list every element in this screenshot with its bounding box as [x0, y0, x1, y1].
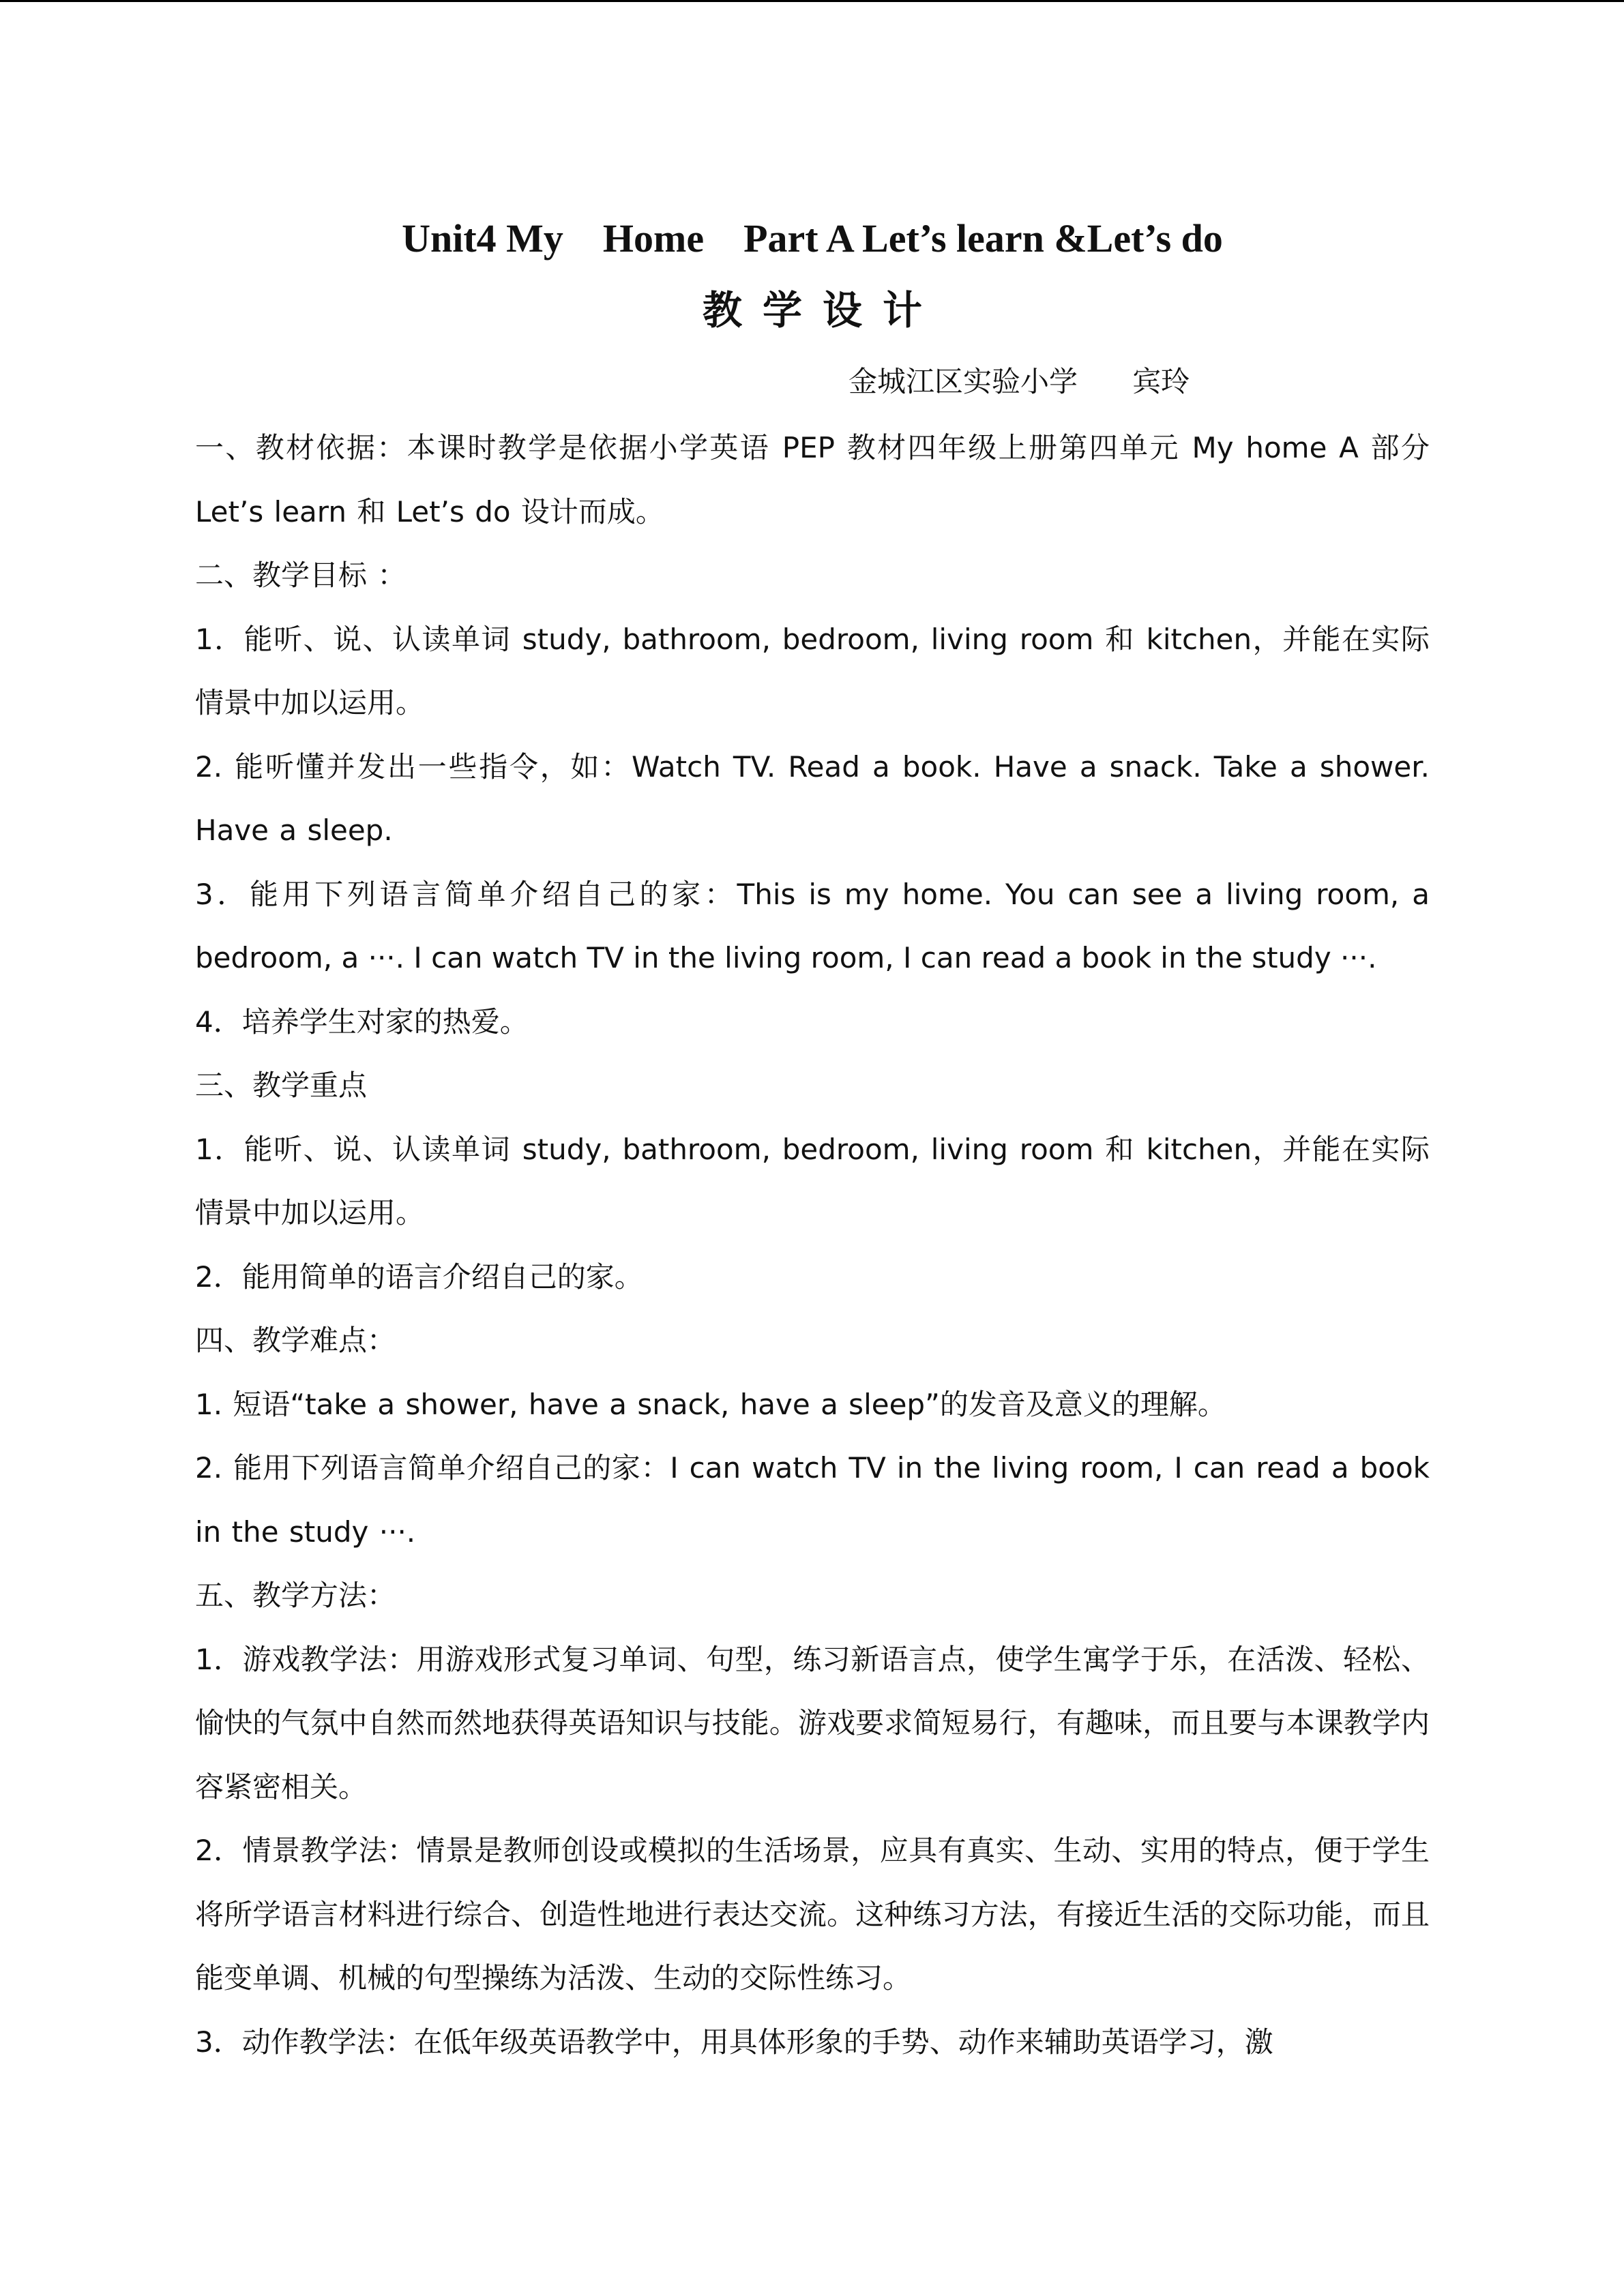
top-border-line [0, 0, 1624, 2]
objective-1: 1．能听、说、认读单词 study, bathroom, bedroom, living room 和 kitchen，并能在实际情景中加以运用。 [195, 622, 1430, 719]
key-point-1: 1．能听、说、认读单词 study, bathroom, bedroom, living room 和 kitchen，并能在实际情景中加以运用。 [195, 1132, 1430, 1229]
objective-2: 2. 能听懂并发出一些指令，如：Watch TV. Read a book. Have a snack. Take a shower. Have a sleep. [195, 749, 1430, 847]
objective-4: 4．培养学生对家的热爱。 [195, 1004, 529, 1039]
document-title: Unit4 My Home Part A Let’s learn &Let’s do [402, 216, 1223, 260]
author-line: 金城江区实验小学 宾玲 [848, 365, 1190, 398]
difficulty-1: 1. 短语“take a shower, have a snack, have a sleep”的发音及意义的理解。 [195, 1387, 1226, 1421]
document-subtitle: 教学设计 [702, 287, 943, 333]
objective-3: 3．能用下列语言简单介绍自己的家：This is my home. You can see a living room, a bedroom, a ···. I can watch TV in the living room, I can read a book in the study ···. [195, 877, 1430, 974]
document-page [195, 205, 1430, 2074]
section-basis: 一、教材依据：本课时教学是依据小学英语 PEP 教材四年级上册第四单元 My home A 部分 Let’s learn 和 Let’s do 设计而成。 [195, 431, 1430, 528]
heading-methods: 五、教学方法： [195, 1579, 396, 1612]
heading-objectives: 二、教学目标 ： [195, 558, 407, 592]
difficulty-2: 2. 能用下列语言简单介绍自己的家：I can watch TV in the living room, I can read a book in the study ···. [195, 1451, 1430, 1549]
key-point-2: 2．能用简单的语言介绍自己的家。 [195, 1259, 643, 1294]
method-1: 1．游戏教学法：用游戏形式复习单词、句型，练习新语言点，使学生寓学于乐，在活泼、轻松、愉快的气氛中自然而然地获得英语知识与技能。游戏要求简短易行，有趣味，而且要与本课教学内容紧密相关。 [195, 1642, 1430, 1804]
heading-key-points: 三、教学重点 [195, 1069, 368, 1102]
heading-difficulties: 四、教学难点： [195, 1324, 396, 1357]
method-3: 3．动作教学法：在低年级英语教学中，用具体形象的手势、动作来辅助英语学习，激 [195, 2025, 1273, 2059]
method-2: 2．情景教学法：情景是教师创设或模拟的生活场景，应具有真实、生动、实用的特点，便于学生将所学语言材料进行综合、创造性地进行表达交流。这种练习方法，有接近生活的交际功能，而且能变单调、机械的句型操练为活泼、生动的交际性练习。 [195, 1834, 1430, 1995]
